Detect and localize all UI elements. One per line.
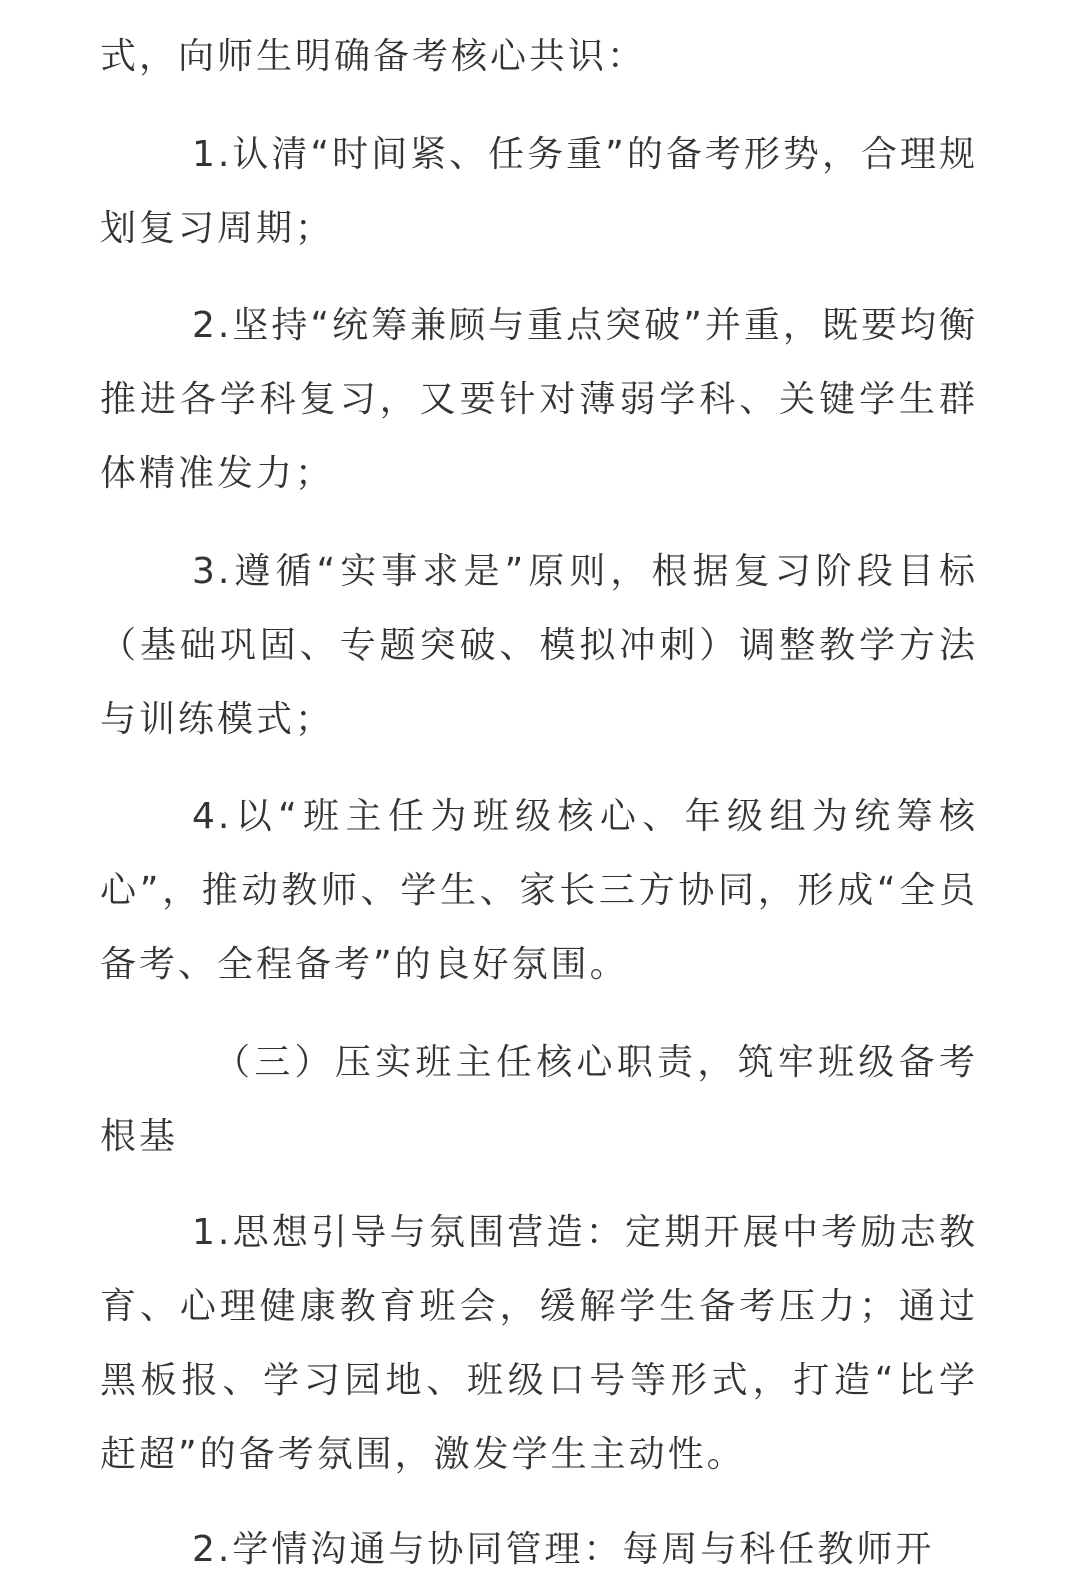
- consensus-item-2: 2.坚持“统筹兼顾与重点突破”并重，既要均衡推进各学科复习，又要针对薄弱学科、关键学生群体精准发力；: [100, 305, 978, 494]
- duty-item-2-partial: 2.学情沟通与协同管理：每周与科任教师开: [192, 1529, 935, 1570]
- section-heading-three: （三）压实班主任核心职责，筑牢班级备考根基: [100, 1042, 978, 1157]
- consensus-item-3: 3.遵循“实事求是”原则，根据复习阶段目标（基础巩固、专题突破、模拟冲刺）调整教学方法与训练模式；: [100, 551, 978, 740]
- consensus-item-4: 4.以“班主任为班级核心、年级组为统筹核心”，推动教师、学生、家长三方协同，形成“全员备考、全程备考”的良好氛围。: [100, 796, 978, 985]
- consensus-item-1: 1.认清“时间紧、任务重”的备考形势，合理规划复习周期；: [100, 134, 978, 249]
- duty-item-1: 1.思想引导与氛围营造：定期开展中考励志教育、心理健康教育班会，缓解学生备考压力；通过黑板报、学习园地、班级口号等形式，打造“比学赶超”的备考氛围，激发学生主动性。: [100, 1212, 978, 1475]
- paragraph-continuation: 式，向师生明确备考核心共识：: [100, 36, 647, 77]
